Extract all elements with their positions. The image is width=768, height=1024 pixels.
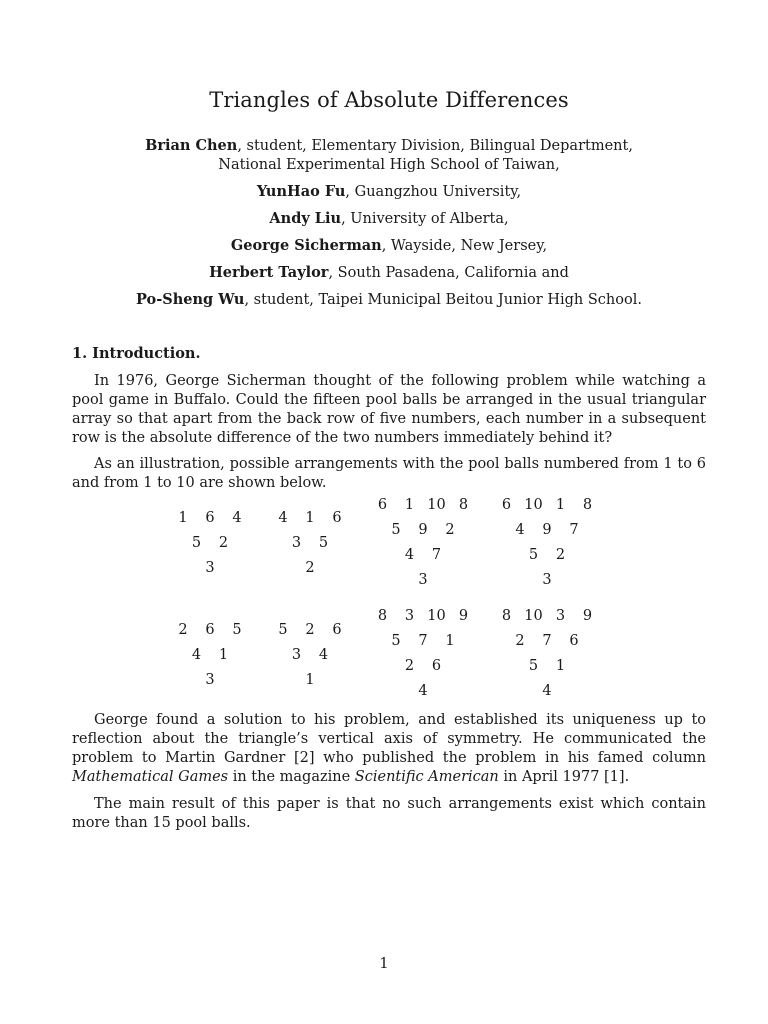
triangle-number: 9: [582, 608, 593, 624]
author-entry: [72, 136, 706, 175]
paragraph-history-text-c: in April 1977 [1].: [498, 769, 630, 785]
author-affiliation: , student, Taipei Municipal Beitou Junior High School.: [244, 292, 642, 308]
triangle-number: 3: [291, 535, 302, 551]
triangle-number: 9: [458, 608, 469, 624]
author-entry: [72, 236, 706, 256]
author-affiliation: , student, Elementary Division, Bilingual Department,: [237, 138, 633, 154]
triangle-number: 2: [178, 622, 188, 638]
triangle-number: 3: [404, 608, 415, 624]
triangle-number: 4: [191, 647, 202, 663]
author-name: YunHao Fu: [256, 183, 346, 200]
triangle-number: 3: [205, 560, 215, 576]
triangle-number: 7: [542, 633, 552, 649]
triangle-number: 7: [431, 547, 442, 563]
triangle-row: [493, 497, 601, 513]
author-name: Brian Chen: [145, 137, 238, 154]
triangle-number: 8: [582, 497, 593, 513]
paragraph-history-text-a: George found a solution to his problem, and established its uniqueness up to reflection about the triangle’s vertical axis of symmetry. He communicated the problem to Martin Gardner [2] who published the problem in his famed column: [72, 712, 706, 766]
triangle-number: 4: [278, 510, 288, 526]
paragraph-illustration: [72, 455, 706, 493]
author-affiliation: , University of Alberta,: [341, 211, 509, 227]
triangle-row: [170, 622, 251, 638]
author-entry: [72, 182, 706, 202]
triangle-number: 3: [542, 572, 552, 588]
triangle-number: 10: [524, 608, 543, 624]
section-heading-introduction: 1. Introduction.: [72, 345, 201, 362]
triangle-row: [534, 572, 561, 588]
triangle-number: 7: [569, 522, 579, 538]
triangle-number: 5: [318, 535, 329, 551]
triangle-number: 2: [305, 622, 315, 638]
author-affiliation: , South Pasadena, California and: [328, 265, 569, 281]
triangle-number: 6: [377, 497, 388, 513]
magazine-title: Scientific American: [354, 769, 499, 785]
column-title: Mathematical Games: [72, 769, 229, 785]
triangle-row: [297, 672, 324, 688]
triangle-number: 6: [569, 633, 579, 649]
triangle-number: 4: [542, 683, 552, 699]
triangle-row: [507, 522, 588, 538]
triangle-number: 1: [445, 633, 455, 649]
triangle-number: 1: [305, 672, 315, 688]
triangle-number: 6: [332, 510, 342, 526]
triangle-number: 6: [332, 622, 342, 638]
paragraph-main-result: [72, 795, 706, 833]
author-name: George Sicherman: [230, 237, 382, 254]
triangle-number: 5: [232, 622, 242, 638]
triangle-number: 9: [418, 522, 428, 538]
author-entry: [72, 209, 706, 229]
triangle-number: 2: [555, 547, 566, 563]
paragraph-intro: [72, 372, 706, 448]
triangle-number: 7: [418, 633, 428, 649]
author-entry: [72, 290, 706, 310]
triangle-row: [383, 522, 464, 538]
triangle-number: 1: [555, 497, 566, 513]
triangle-number: 1: [178, 510, 188, 526]
triangle-number: 2: [445, 522, 455, 538]
triangle-row: [283, 535, 337, 551]
triangle-number: 2: [515, 633, 525, 649]
triangle-row: [396, 547, 450, 563]
paragraph-history: [72, 711, 706, 787]
triangle-number: 4: [404, 547, 415, 563]
triangle-number: 3: [418, 572, 428, 588]
author-affiliation: , Wayside, New Jersey,: [381, 238, 548, 254]
paragraph-history-text-b: in the magazine: [228, 769, 355, 785]
triangle-row: [520, 547, 574, 563]
triangle-number: 4: [515, 522, 525, 538]
page-number: 1: [379, 956, 389, 972]
paragraph-illustration-text: As an illustration, possible arrangements with the pool balls numbered from 1 to 6 and from 1 to 10 are shown below.: [72, 456, 706, 491]
triangle-number: 9: [542, 522, 552, 538]
triangle-row: [534, 683, 561, 699]
triangle-number: 4: [318, 647, 329, 663]
triangle-row: [170, 510, 251, 526]
triangle-number: 2: [218, 535, 229, 551]
paragraph-main-result-text: The main result of this paper is that no such arrangements exist which contain more than 15 pool balls.: [72, 796, 706, 831]
triangle-row: [507, 633, 588, 649]
triangle-number: 1: [555, 658, 566, 674]
triangle-number: 8: [458, 497, 469, 513]
triangle-row: [183, 535, 237, 551]
triangle-number: 3: [291, 647, 302, 663]
triangle-number: 8: [377, 608, 388, 624]
triangle-number: 1: [218, 647, 229, 663]
triangle-row: [270, 510, 351, 526]
triangle-number: 10: [427, 608, 446, 624]
triangle-number: 6: [501, 497, 512, 513]
paragraph-intro-text: In 1976, George Sicherman thought of the following problem while watching a pool game in Buffalo. Could the fifteen pool balls be arranged in the usual triangular array so that apart from the back row of five numbers, each number in a subsequent row is the absolute difference of the two numbers immediately behind it?: [72, 373, 706, 446]
triangle-number: 5: [191, 535, 202, 551]
triangle-number: 1: [404, 497, 415, 513]
triangle-number: 1: [305, 510, 315, 526]
triangle-number: 5: [391, 522, 401, 538]
author-list: [72, 136, 706, 317]
triangle-number: 5: [391, 633, 401, 649]
triangle-number: 4: [418, 683, 428, 699]
triangle-row: [297, 560, 324, 576]
triangle-number: 6: [205, 510, 215, 526]
triangle-number: 3: [205, 672, 215, 688]
triangle-row: [369, 608, 477, 624]
author-affiliation: , Guangzhou University,: [345, 184, 522, 200]
triangle-row: [520, 658, 574, 674]
triangle-row: [270, 622, 351, 638]
author-entry: [72, 263, 706, 283]
triangle-number: 4: [232, 510, 242, 526]
triangle-number: 8: [501, 608, 512, 624]
triangle-row: [369, 497, 477, 513]
triangle-row: [197, 672, 224, 688]
triangle-row: [410, 572, 437, 588]
paper-title: Triangles of Absolute Differences: [209, 88, 569, 112]
triangle-row: [183, 647, 237, 663]
triangle-number: 10: [524, 497, 543, 513]
triangle-number: 2: [404, 658, 415, 674]
triangle-number: 2: [305, 560, 315, 576]
triangle-row: [283, 647, 337, 663]
triangle-row: [197, 560, 224, 576]
triangle-number: 5: [528, 547, 539, 563]
author-affiliation-line2: National Experimental High School of Taiwan,: [218, 157, 560, 173]
author-name: Andy Liu: [269, 210, 342, 227]
triangle-number: 5: [528, 658, 539, 674]
triangle-row: [493, 608, 601, 624]
triangle-number: 3: [555, 608, 566, 624]
author-name: Po-Sheng Wu: [136, 291, 245, 308]
triangle-number: 6: [431, 658, 442, 674]
triangle-row: [410, 683, 437, 699]
triangle-number: 6: [205, 622, 215, 638]
author-name: Herbert Taylor: [209, 264, 329, 281]
triangle-number: 5: [278, 622, 288, 638]
triangle-row: [396, 658, 450, 674]
triangle-row: [383, 633, 464, 649]
triangle-number: 10: [427, 497, 446, 513]
